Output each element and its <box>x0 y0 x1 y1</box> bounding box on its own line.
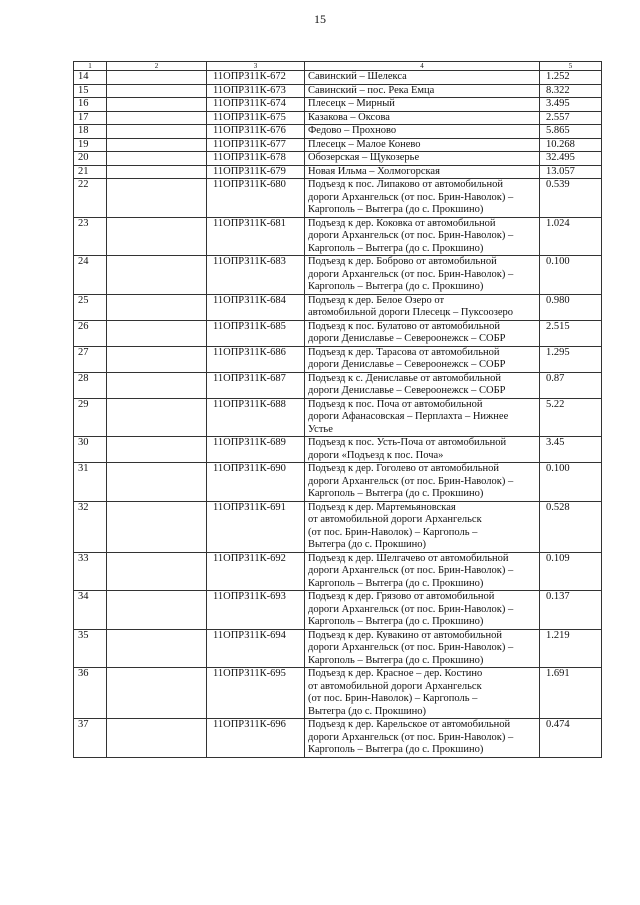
empty-cell <box>107 629 207 668</box>
empty-cell <box>107 501 207 552</box>
row-number-cell: 22 <box>74 179 107 218</box>
table-row <box>74 294 602 320</box>
road-name-cell: Казакова – Оксова <box>305 111 540 125</box>
row-number-cell: 32 <box>74 501 107 552</box>
empty-cell <box>107 111 207 125</box>
row-number-cell: 24 <box>74 256 107 295</box>
empty-cell <box>107 398 207 437</box>
row-number-cell: 23 <box>74 217 107 256</box>
road-name-cell: Подъезд к дер. Боброво от автомобильной дороги Архангельск (от пос. Брин-Наволок) – Каргополь – Вытегра (до с. Прокшино) <box>305 256 540 295</box>
table-row <box>74 552 602 591</box>
empty-cell <box>107 668 207 719</box>
road-length-cell: 1.252 <box>540 71 602 85</box>
row-number-cell: 19 <box>74 138 107 152</box>
row-number-cell: 28 <box>74 372 107 398</box>
row-number-cell: 27 <box>74 346 107 372</box>
table-row <box>74 98 602 112</box>
row-number-cell: 21 <box>74 165 107 179</box>
row-number-cell: 14 <box>74 71 107 85</box>
table-row <box>74 346 602 372</box>
road-name-cell: Подъезд к дер. Тарасова от автомобильной дороги Дениславье – Североонежск – СОБР <box>305 346 540 372</box>
row-number-cell: 34 <box>74 591 107 630</box>
road-name-cell: Новая Ильма – Холмогорская <box>305 165 540 179</box>
road-code-cell: 11ОПРЗ11К-674 <box>207 98 305 112</box>
road-code-cell: 11ОПРЗ11К-683 <box>207 256 305 295</box>
table-row <box>74 372 602 398</box>
road-code-cell: 11ОПРЗ11К-696 <box>207 719 305 758</box>
road-length-cell: 10.268 <box>540 138 602 152</box>
row-number-cell: 36 <box>74 668 107 719</box>
road-length-cell: 2.515 <box>540 320 602 346</box>
road-length-cell: 1.295 <box>540 346 602 372</box>
empty-cell <box>107 84 207 98</box>
empty-cell <box>107 591 207 630</box>
table-row <box>74 71 602 85</box>
table-row <box>74 217 602 256</box>
road-code-cell: 11ОПРЗ11К-693 <box>207 591 305 630</box>
table-row <box>74 501 602 552</box>
table-row <box>74 629 602 668</box>
road-code-cell: 11ОПРЗ11К-687 <box>207 372 305 398</box>
table-row <box>74 668 602 719</box>
road-code-cell: 11ОПРЗ11К-672 <box>207 71 305 85</box>
road-length-cell: 0.137 <box>540 591 602 630</box>
road-length-cell: 5.22 <box>540 398 602 437</box>
empty-cell <box>107 217 207 256</box>
road-name-cell: Подъезд к дер. Шелгачево от автомобильной дороги Архангельск (от пос. Брин-Наволок) – Каргополь – Вытегра (до с. Прокшино) <box>305 552 540 591</box>
table-row <box>74 138 602 152</box>
road-length-cell: 32.495 <box>540 152 602 166</box>
road-length-cell: 0.539 <box>540 179 602 218</box>
road-code-cell: 11ОПРЗ11К-680 <box>207 179 305 218</box>
road-length-cell: 0.528 <box>540 501 602 552</box>
empty-cell <box>107 346 207 372</box>
road-name-cell: Подъезд к дер. Гоголево от автомобильной дороги Архангельск (от пос. Брин-Наволок) – Каргополь – Вытегра (до с. Прокшино) <box>305 463 540 502</box>
row-number-cell: 16 <box>74 98 107 112</box>
column-number-header-row <box>74 62 602 71</box>
row-number-cell: 15 <box>74 84 107 98</box>
table-row <box>74 179 602 218</box>
empty-cell <box>107 71 207 85</box>
empty-cell <box>107 165 207 179</box>
table-body <box>74 62 602 758</box>
road-length-cell: 0.87 <box>540 372 602 398</box>
road-code-cell: 11ОПРЗ11К-673 <box>207 84 305 98</box>
empty-cell <box>107 463 207 502</box>
road-name-cell: Подъезд к дер. Карельское от автомобильной дороги Архангельск (от пос. Брин-Наволок) – Каргополь – Вытегра (до с. Прокшино) <box>305 719 540 758</box>
road-length-cell: 0.100 <box>540 256 602 295</box>
table-row <box>74 152 602 166</box>
empty-cell <box>107 437 207 463</box>
row-number-cell: 29 <box>74 398 107 437</box>
road-name-cell: Подъезд к с. Дениславье от автомобильной дороги Дениславье – Североонежск – СОБР <box>305 372 540 398</box>
road-name-cell: Плесецк – Мирный <box>305 98 540 112</box>
empty-cell <box>107 552 207 591</box>
road-length-cell: 3.495 <box>540 98 602 112</box>
empty-cell <box>107 179 207 218</box>
road-name-cell: Обозерская – Щукозерье <box>305 152 540 166</box>
road-length-cell: 13.057 <box>540 165 602 179</box>
empty-cell <box>107 320 207 346</box>
empty-cell <box>107 152 207 166</box>
column-header-1: 1 <box>74 62 107 71</box>
table-row <box>74 437 602 463</box>
empty-cell <box>107 138 207 152</box>
road-code-cell: 11ОПРЗ11К-690 <box>207 463 305 502</box>
road-length-cell: 0.100 <box>540 463 602 502</box>
road-length-cell: 0.109 <box>540 552 602 591</box>
road-name-cell: Подъезд к пос. Липаково от автомобильной дороги Архангельск (от пос. Брин-Наволок) – Каргополь – Вытегра (до с. Прокшино) <box>305 179 540 218</box>
road-code-cell: 11ОПРЗ11К-684 <box>207 294 305 320</box>
row-number-cell: 35 <box>74 629 107 668</box>
empty-cell <box>107 294 207 320</box>
road-name-cell: Подъезд к пос. Булатово от автомобильной дороги Дениславье – Североонежск – СОБР <box>305 320 540 346</box>
road-name-cell: Подъезд к пос. Поча от автомобильной дороги Афанасовская – Перплахта – Нижнее Устье <box>305 398 540 437</box>
road-code-cell: 11ОПРЗ11К-678 <box>207 152 305 166</box>
empty-cell <box>107 372 207 398</box>
road-code-cell: 11ОПРЗ11К-694 <box>207 629 305 668</box>
road-name-cell: Федово – Прохново <box>305 125 540 139</box>
row-number-cell: 17 <box>74 111 107 125</box>
road-code-cell: 11ОПРЗ11К-685 <box>207 320 305 346</box>
road-code-cell: 11ОПРЗ11К-681 <box>207 217 305 256</box>
row-number-cell: 30 <box>74 437 107 463</box>
road-name-cell: Подъезд к пос. Усть-Поча от автомобильной дороги «Подъезд к пос. Поча» <box>305 437 540 463</box>
road-code-cell: 11ОПРЗ11К-692 <box>207 552 305 591</box>
road-name-cell: Подъезд к дер. Красное – дер. Костино от автомобильной дороги Архангельск (от пос. Брин-Наволок) – Каргополь – Вытегра (до с. Прокшино) <box>305 668 540 719</box>
table-row <box>74 125 602 139</box>
column-header-2: 2 <box>107 62 207 71</box>
row-number-cell: 25 <box>74 294 107 320</box>
road-length-cell: 5.865 <box>540 125 602 139</box>
table-row <box>74 256 602 295</box>
table-row <box>74 719 602 758</box>
road-name-cell: Подъезд к дер. Коковка от автомобильной дороги Архангельск (от пос. Брин-Наволок) – Каргополь – Вытегра (до с. Прокшино) <box>305 217 540 256</box>
empty-cell <box>107 719 207 758</box>
table-row <box>74 165 602 179</box>
column-header-3: 3 <box>207 62 305 71</box>
road-code-cell: 11ОПРЗ11К-686 <box>207 346 305 372</box>
table-row <box>74 591 602 630</box>
road-length-cell: 1.691 <box>540 668 602 719</box>
table-row <box>74 111 602 125</box>
road-code-cell: 11ОПРЗ11К-688 <box>207 398 305 437</box>
road-length-cell: 8.322 <box>540 84 602 98</box>
road-name-cell: Подъезд к дер. Кувакино от автомобильной дороги Архангельск (от пос. Брин-Наволок) – Каргополь – Вытегра (до с. Прокшино) <box>305 629 540 668</box>
road-length-cell: 1.024 <box>540 217 602 256</box>
road-code-cell: 11ОПРЗ11К-676 <box>207 125 305 139</box>
road-name-cell: Плесецк – Малое Конево <box>305 138 540 152</box>
road-name-cell: Подъезд к дер. Грязово от автомобильной дороги Архангельск (от пос. Брин-Наволок) – Каргополь – Вытегра (до с. Прокшино) <box>305 591 540 630</box>
column-header-5: 5 <box>540 62 602 71</box>
row-number-cell: 31 <box>74 463 107 502</box>
road-code-cell: 11ОПРЗ11К-691 <box>207 501 305 552</box>
road-length-cell: 2.557 <box>540 111 602 125</box>
road-length-cell: 3.45 <box>540 437 602 463</box>
empty-cell <box>107 256 207 295</box>
page-number: 15 <box>314 12 326 26</box>
road-code-cell: 11ОПРЗ11К-679 <box>207 165 305 179</box>
road-length-cell: 1.219 <box>540 629 602 668</box>
table-row <box>74 398 602 437</box>
road-registry-table <box>73 61 602 758</box>
row-number-cell: 18 <box>74 125 107 139</box>
road-code-cell: 11ОПРЗ11К-695 <box>207 668 305 719</box>
table-row <box>74 463 602 502</box>
empty-cell <box>107 125 207 139</box>
road-name-cell: Подъезд к дер. Белое Озеро от автомобильной дороги Плесецк – Пуксоозеро <box>305 294 540 320</box>
row-number-cell: 33 <box>74 552 107 591</box>
column-header-4: 4 <box>305 62 540 71</box>
road-code-cell: 11ОПРЗ11К-689 <box>207 437 305 463</box>
table-row <box>74 84 602 98</box>
road-code-cell: 11ОПРЗ11К-677 <box>207 138 305 152</box>
empty-cell <box>107 98 207 112</box>
road-name-cell: Савинский – пос. Река Емца <box>305 84 540 98</box>
row-number-cell: 20 <box>74 152 107 166</box>
row-number-cell: 37 <box>74 719 107 758</box>
road-name-cell: Савинский – Шелекса <box>305 71 540 85</box>
road-length-cell: 0.980 <box>540 294 602 320</box>
road-name-cell: Подъезд к дер. Мартемьяновская от автомобильной дороги Архангельск (от пос. Брин-Наволок) – Каргополь – Вытегра (до с. Прокшино) <box>305 501 540 552</box>
table-row <box>74 320 602 346</box>
road-code-cell: 11ОПРЗ11К-675 <box>207 111 305 125</box>
road-length-cell: 0.474 <box>540 719 602 758</box>
row-number-cell: 26 <box>74 320 107 346</box>
